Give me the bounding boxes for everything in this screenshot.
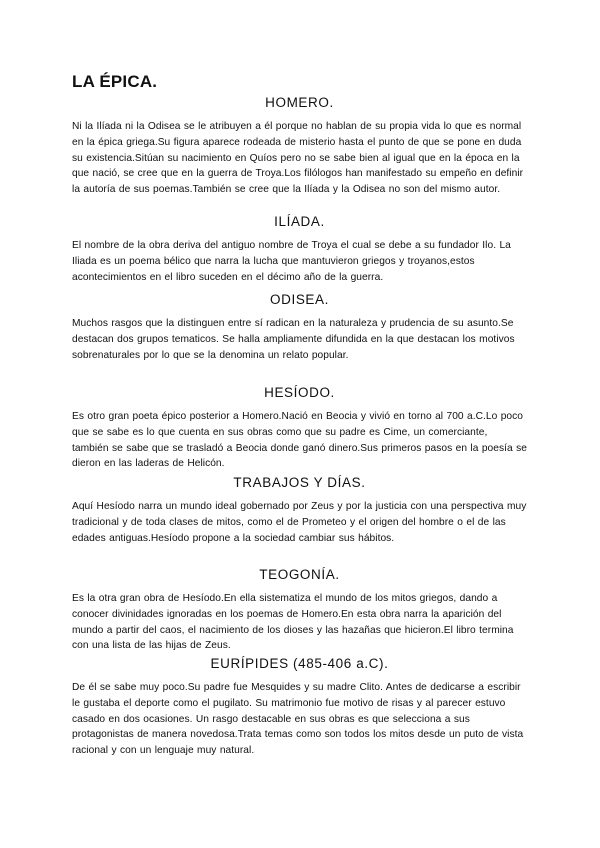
section-trabajos-y-dias [72,475,527,546]
section-paragraph: El nombre de la obra deriva del antiguo nombre de Troya el cual se debe a su fundador Ilo. La Iliada es un poema bélico que narra la lucha que mantuvieron griegos y troyanos,estos acontecimientos en el libro suceden en el décimo año de la guerra. [72,240,511,283]
section-paragraph: Es la otra gran obra de Hesíodo.En ella sistematiza el mundo de los mitos griegos, dando a conocer divinidades ignoradas en los poemas de Homero.En esta obra narra la aparición del mundo a partir del caos, el nacimiento de los dioses y las hazañas que hicieron.El libro termina con una lista de las hijas de Zeus. [72,593,514,652]
section-paragraph: Aquí Hesíodo narra un mundo ideal gobernado por Zeus y por la justicia con una perspectiva muy tradicional y de toda clases de mitos, como el de Prometeo y el origen del hombre o el de las edades antiguas.Hesíodo propone a la sociedad cambiar sus hábitos. [72,501,527,544]
section-paragraph: Muchos rasgos que la distinguen entre sí radican en la naturaleza y prudencia de su asunto.Se destacan dos grupos tematicos. Se halla ampliamente difundida en la que destacan los motivos sobrenaturales por lo que se la denomina un relato popular. [72,318,515,361]
section-heading: EURÍPIDES (485-406 a.C). [210,656,389,671]
section-teogonia [72,567,527,654]
section-iliada [72,214,527,285]
section-paragraph: Ni la Ilíada ni la Odisea se le atribuyen a él porque no hablan de su propia vida lo que es normal en la épica griega.Su figura aparece rodeada de misterio hasta el punto de que se pone en duda su existencia.Sitúan su nacimiento en Quíos pero no se sabe bien al igual que en la época en la que nació, se cree que en la guerra de Troya.Los filólogos han manifestado su empeño en definir la autoría de sus poemas.También se cree que la Ilíada y la Odisea no son del mismo autor. [72,121,524,196]
section-odisea [72,292,527,363]
section-euripides [72,656,527,759]
section-heading: TEOGONÍA. [259,567,340,582]
section-heading: ODISEA. [270,292,329,307]
section-heading: ILÍADA. [274,214,325,229]
section-heading: HOMERO. [265,95,334,110]
section-heading: TRABAJOS Y DÍAS. [233,475,366,490]
section-hesiodo [72,385,527,472]
section-paragraph: Es otro gran poeta épico posterior a Homero.Nació en Beocia y vivió en torno al 700 a.C.Lo poco que se sabe es lo que cuenta en sus obras como que su padre es Cime, un comerciante, también se sabe que se trasladó a Beocia donde ganó dinero.Sus primeros pasos en la poesía se dieron en las laderas de Helicón. [72,411,527,470]
section-homero [72,95,527,198]
section-paragraph: De él se sabe muy poco.Su padre fue Mesquides y su madre Clito. Antes de dedicarse a escribir le gustaba el deporte como el pugilato. Su matrimonio fue motivo de risas y al parecer estuvo casado en dos ocasiones. Un rasgo destacable en sus obras es que selecciona a sus protagonistas de manera novedosa.Trata temas como son todos los mitos desde un puto de vista racional y con un lenguaje muy natural. [72,682,524,757]
document-title: LA ÉPICA. [72,72,158,91]
section-heading: HESÍODO. [264,385,335,400]
